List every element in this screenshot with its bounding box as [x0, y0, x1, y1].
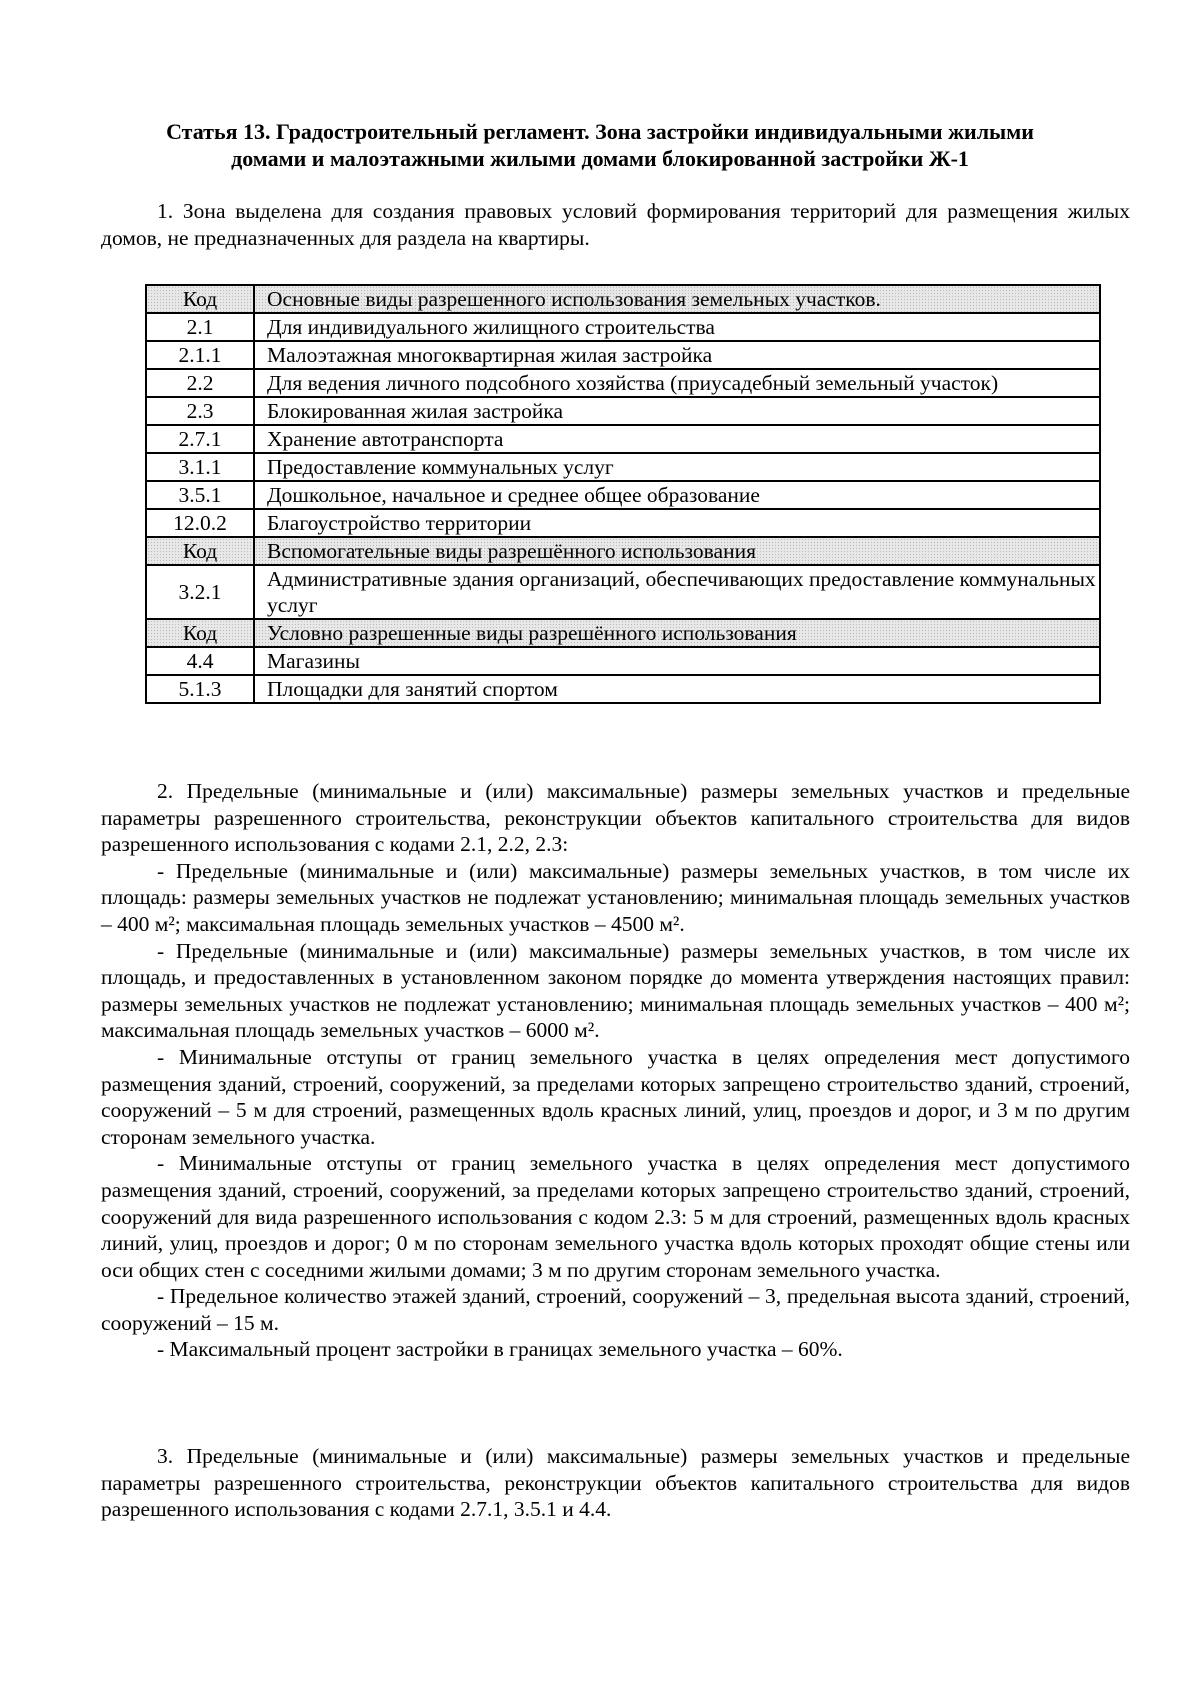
- table-header-row: [146, 537, 1100, 565]
- name-cell: Хранение автотранспорта: [254, 425, 1100, 453]
- code-cell: 3.5.1: [146, 481, 254, 509]
- article-title-line-2: домами и малоэтажными жилыми домами блокированной застройки Ж-1: [231, 146, 969, 171]
- name-cell: Административные здания организаций, обеспечивающих предоставление коммунальных услуг: [254, 565, 1100, 619]
- table-row: [146, 675, 1100, 703]
- section-2-bullet: - Предельные (минимальные и (или) максимальные) размеры земельных участков, в том числе их площадь, и предоставленных в установленном законом порядке до момента утверждения настоящих правил: размеры земельных участков не подлежат установлению; минимальная площадь земельных участков – 400 м²; максимальная площадь земельных участков – 6000 м².: [101, 938, 1130, 1043]
- code-cell: 2.1.1: [146, 341, 254, 369]
- code-cell: Код: [146, 619, 254, 647]
- article-title: [100, 118, 1100, 172]
- code-cell: 5.1.3: [146, 675, 254, 703]
- name-cell: Магазины: [254, 647, 1100, 675]
- code-cell: 2.1: [146, 313, 254, 341]
- section-2-bullet: - Максимальный процент застройки в границах земельного участка – 60%.: [157, 1337, 843, 1362]
- section-2-bullet: - Минимальные отступы от границ земельного участка в целях определения мест допустимого размещения зданий, строений, сооружений, за пределами которых запрещено строительство зданий, строений, сооружений – 5 м для строений, размещенных вдоль красных линий, улиц, проездов и дорог, и 3 м по другим сторонам земельного участка.: [101, 1044, 1130, 1149]
- table-row: [146, 647, 1100, 675]
- code-cell: 12.0.2: [146, 509, 254, 537]
- table-row: [146, 481, 1100, 509]
- code-cell: Код: [146, 285, 254, 313]
- name-cell: Блокированная жилая застройка: [254, 397, 1100, 425]
- code-cell: 3.2.1: [146, 565, 254, 619]
- section-2-bullet: - Минимальные отступы от границ земельного участка в целях определения мест допустимого размещения зданий, строений, сооружений, за пределами которых запрещено строительство зданий, строений, сооружений для вида разрешенного использования с кодом 2.3: 5 м для строений, размещенных вдоль красных линий, улиц, проездов и дорог; 0 м по сторонам земельного участка вдоль которых проходят общие стены или оси общих стен с соседними жилыми домами; 3 м по другим сторонам земельного участка.: [101, 1151, 1130, 1282]
- name-cell: Вспомогательные виды разрешённого использования: [254, 537, 1100, 565]
- section-3-intro: 3. Предельные (минимальные и (или) максимальные) размеры земельных участков и предельные параметры разрешенного строительства, реконструкции объектов капитального строительства для видов разрешенного использования с кодами 2.7.1, 3.5.1 и 4.4.: [101, 1444, 1130, 1522]
- code-cell: 4.4: [146, 647, 254, 675]
- name-cell: Предоставление коммунальных услуг: [254, 453, 1100, 481]
- table-row: [146, 453, 1100, 481]
- table-row: [146, 369, 1100, 397]
- table-row: [146, 397, 1100, 425]
- section-3: [101, 1443, 1130, 1523]
- table-header-row: [146, 285, 1100, 313]
- table-row: [146, 313, 1100, 341]
- name-cell: Площадки для занятий спортом: [254, 675, 1100, 703]
- code-cell: 3.1.1: [146, 453, 254, 481]
- intro-text: 1. Зона выделена для создания правовых условий формирования территорий для размещения жилых домов, не предназначенных для раздела на квартиры.: [101, 199, 1130, 250]
- name-cell: Для индивидуального жилищного строительства: [254, 313, 1100, 341]
- table-row: [146, 565, 1100, 619]
- table-row: [146, 341, 1100, 369]
- article-title-line-1: Статья 13. Градостроительный регламент. Зона застройки индивидуальными жилыми: [166, 119, 1034, 144]
- name-cell: Условно разрешенные виды разрешённого использования: [254, 619, 1100, 647]
- section-2-bullet: - Предельное количество этажей зданий, строений, сооружений – 3, предельная высота зданий, строений, сооружений – 15 м.: [101, 1284, 1130, 1335]
- section-2-intro: 2. Предельные (минимальные и (или) максимальные) размеры земельных участков и предельные параметры разрешенного строительства, реконструкции объектов капитального строительства для видов разрешенного использования с кодами 2.1, 2.2, 2.3:: [101, 779, 1130, 857]
- table-row: [146, 509, 1100, 537]
- name-cell: Малоэтажная многоквартирная жилая застройка: [254, 341, 1100, 369]
- code-cell: 2.3: [146, 397, 254, 425]
- code-cell: 2.7.1: [146, 425, 254, 453]
- name-cell: Основные виды разрешенного использования земельных участков.: [254, 285, 1100, 313]
- code-cell: Код: [146, 537, 254, 565]
- table-header-row: [146, 619, 1100, 647]
- table-row: [146, 425, 1100, 453]
- section-2: [101, 778, 1130, 1363]
- name-cell: Для ведения личного подсобного хозяйства (приусадебный земельный участок): [254, 369, 1100, 397]
- intro-paragraph: [101, 198, 1130, 251]
- name-cell: Дошкольное, начальное и среднее общее образование: [254, 481, 1100, 509]
- section-2-bullet: - Предельные (минимальные и (или) максимальные) размеры земельных участков, в том числе их площадь: размеры земельных участков не подлежат установлению; минимальная площадь земельных участков – 400 м²; максимальная площадь земельных участков – 4500 м².: [101, 858, 1130, 936]
- code-cell: 2.2: [146, 369, 254, 397]
- land-use-table: [145, 284, 1101, 704]
- name-cell: Благоустройство территории: [254, 509, 1100, 537]
